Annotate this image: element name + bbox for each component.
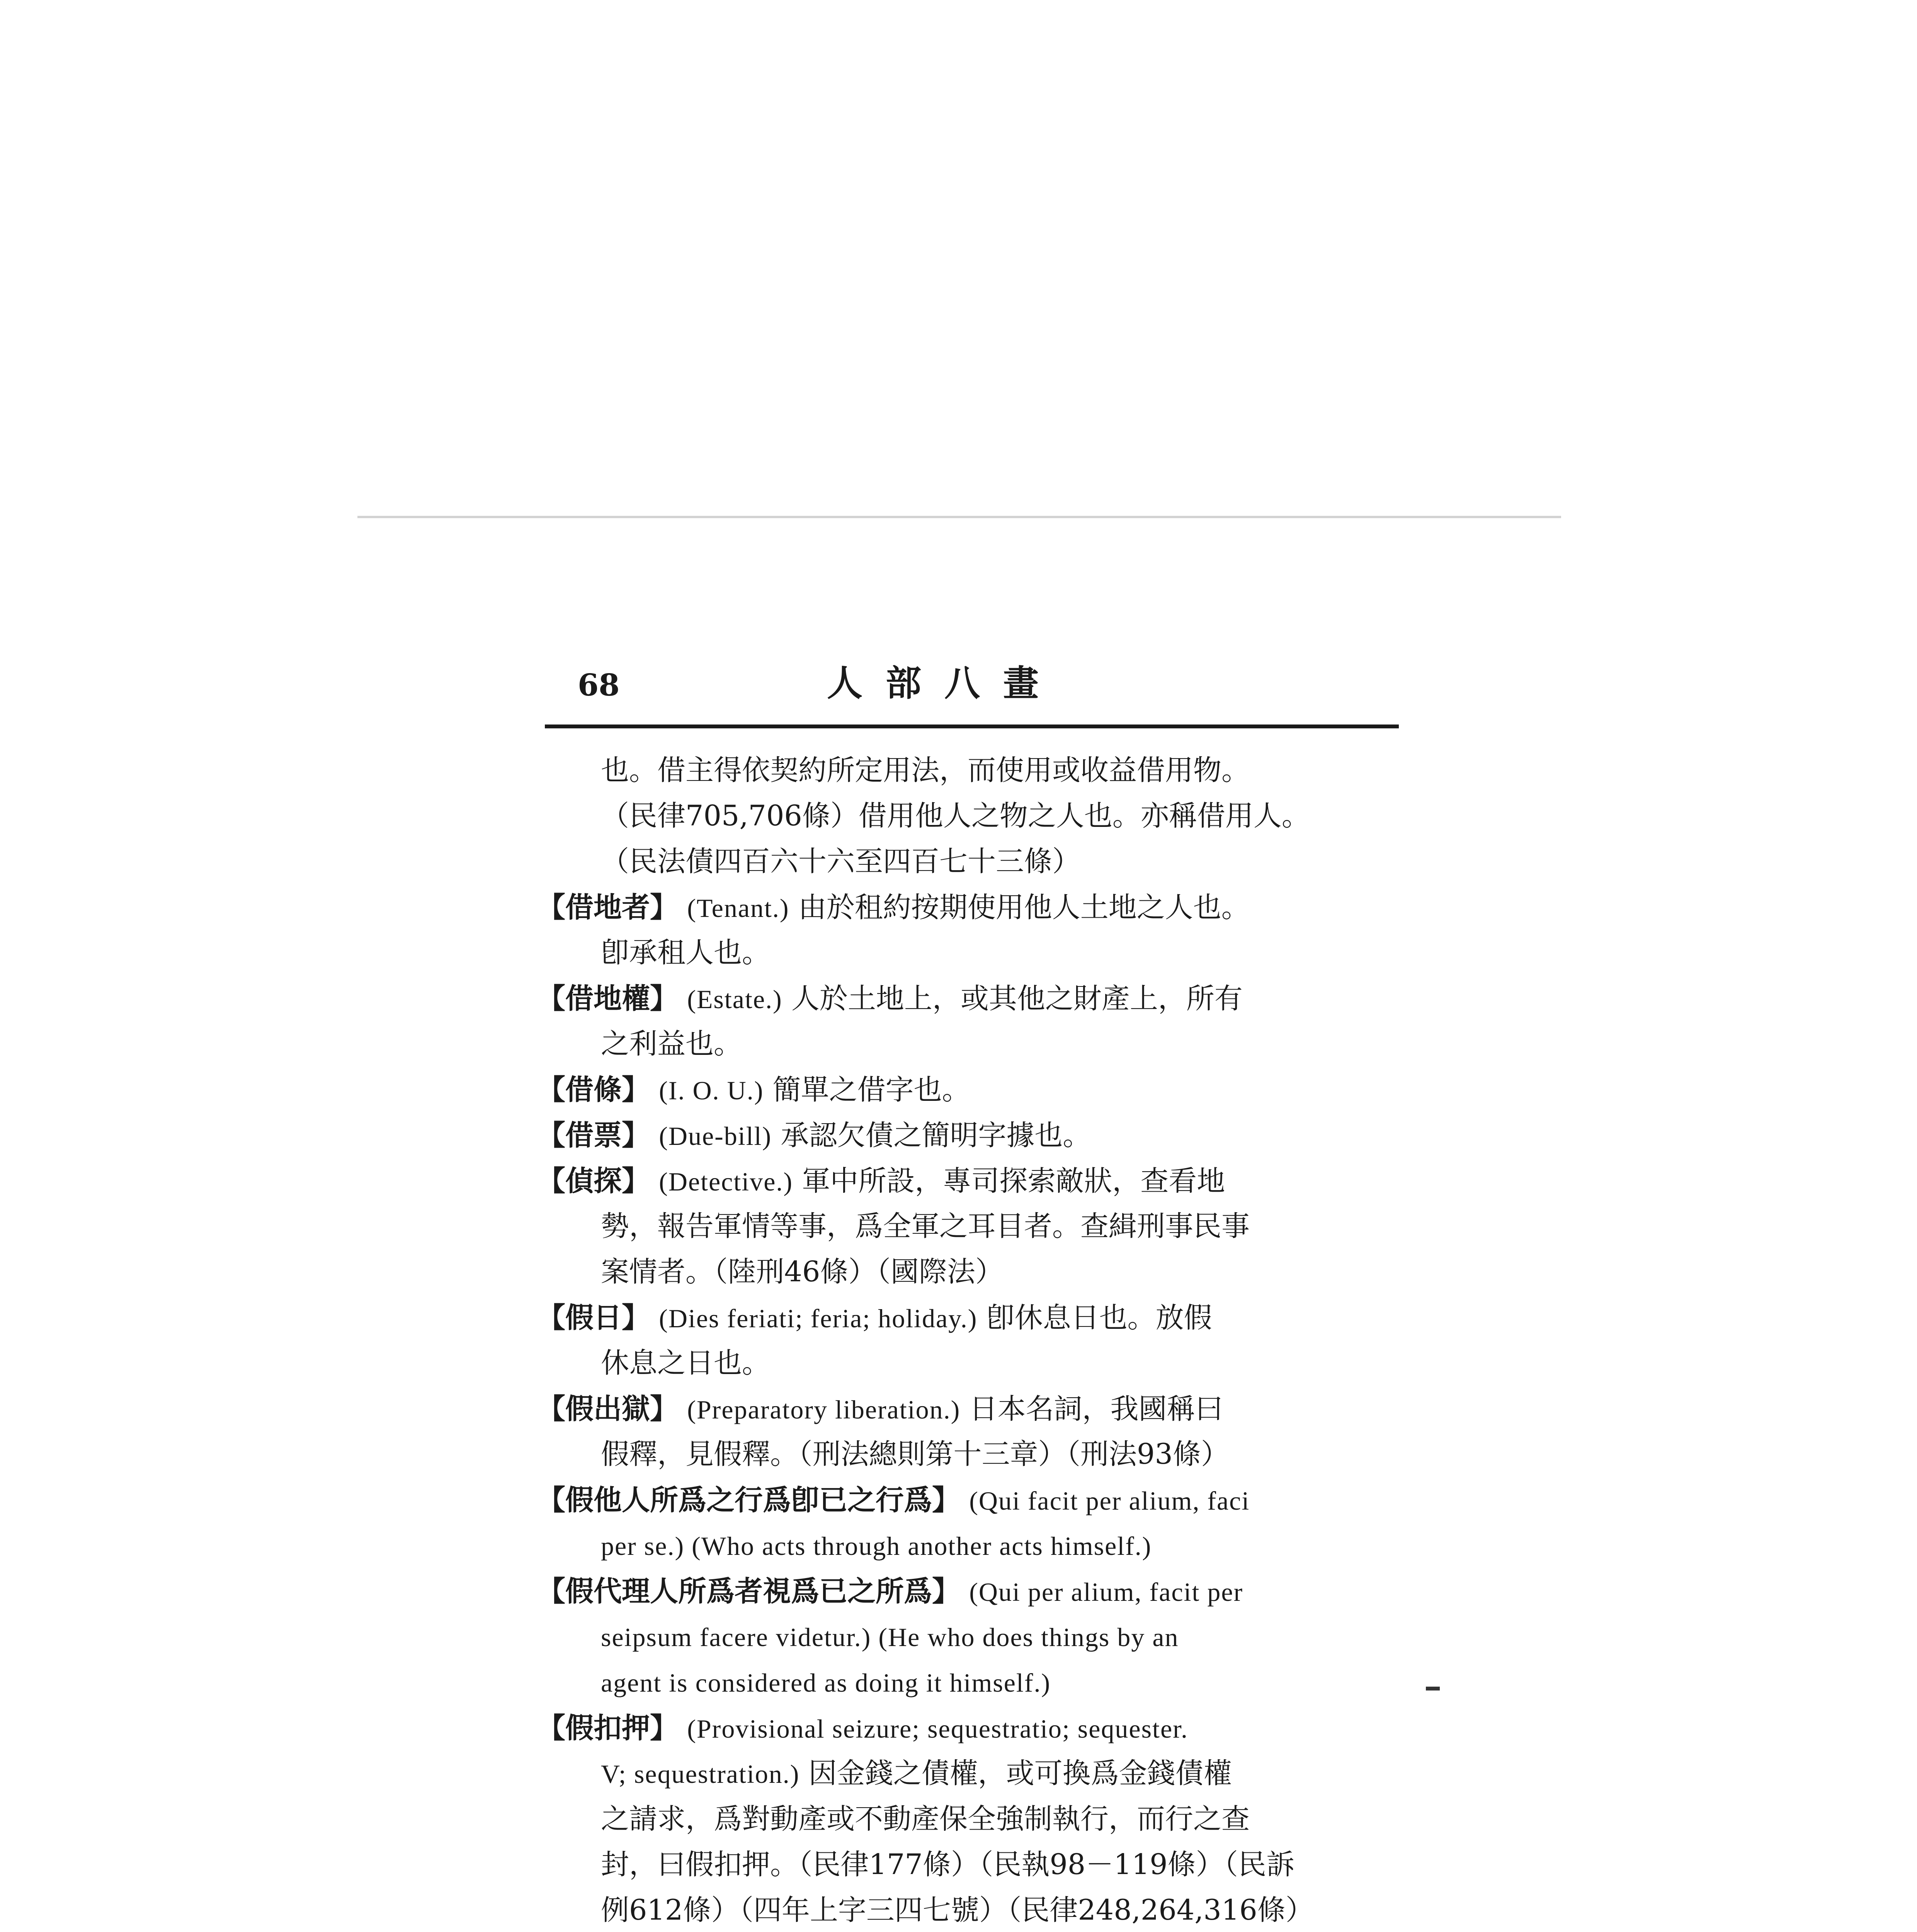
english-gloss: per se.) (Who acts through another acts himself.) <box>601 1531 1152 1561</box>
entry-line <box>537 1614 1407 1660</box>
entry-line <box>537 1432 1407 1477</box>
definition-text: 軍中所設，專司探索敵狀，查看地 <box>802 1165 1225 1197</box>
dictionary-entries <box>537 748 1407 1932</box>
page-number: 68 <box>578 668 620 703</box>
definition-text: 因金錢之債權，或可換爲金錢債權 <box>808 1757 1232 1790</box>
definition-text: 案情者。（陸刑46條）（國際法） <box>601 1255 1004 1288</box>
english-gloss: (Due-bill) <box>659 1121 772 1151</box>
definition-text: （民律705,706條）借用他人之物之人也。亦稱借用人。 <box>601 799 1310 832</box>
entry-line <box>537 1705 1407 1751</box>
english-gloss: (I. O. U.) <box>659 1076 764 1105</box>
entry-line <box>537 1568 1407 1614</box>
entry-term: 【假代理人所爲者視爲已之所爲】 <box>537 1575 960 1608</box>
entry-term: 【假日】 <box>537 1301 650 1334</box>
definition-text: 人於土地上，或其他之財產上，所有 <box>791 982 1243 1015</box>
dictionary-entry <box>537 748 1407 884</box>
definition-text: 卽承租人也。 <box>601 936 770 969</box>
english-gloss: V; sequestration.) <box>601 1759 800 1789</box>
entry-line <box>537 1112 1407 1158</box>
definition-text: 勢，報告軍情等事，爲全軍之耳目者。查緝刑事民事 <box>601 1210 1250 1243</box>
english-gloss: (Detective.) <box>659 1167 793 1196</box>
entry-term: 【借地者】 <box>537 891 678 924</box>
definition-text: 日本名詞，我國稱曰 <box>969 1393 1223 1425</box>
english-gloss: (Estate.) <box>687 985 782 1014</box>
english-gloss: (Dies feriati; feria; holiday.) <box>659 1304 978 1333</box>
entry-term: 【借地權】 <box>537 982 678 1015</box>
entry-line <box>537 839 1407 884</box>
dictionary-entry <box>537 1477 1407 1568</box>
dictionary-entry <box>537 976 1407 1067</box>
entry-term: 【假扣押】 <box>537 1711 678 1745</box>
entry-line <box>537 1523 1407 1568</box>
entry-line <box>537 793 1407 839</box>
entry-line <box>537 1340 1407 1386</box>
definition-text: 卽休息日也。放假 <box>986 1301 1212 1334</box>
entry-line <box>537 884 1407 930</box>
dictionary-entry <box>537 1067 1407 1112</box>
entry-line <box>537 1021 1407 1067</box>
dictionary-entry <box>537 884 1407 976</box>
english-gloss: (Preparatory liberation.) <box>687 1395 961 1424</box>
english-gloss: seipsum facere videtur.) (He who does things by an <box>601 1622 1179 1652</box>
entry-line <box>537 1842 1407 1888</box>
definition-text: 也。借主得依契約所定用法，而使用或收益借用物。 <box>601 754 1250 787</box>
definition-text: （民法債四百六十六至四百七十三條） <box>601 845 1080 878</box>
definition-text: 簡單之借字也。 <box>772 1073 970 1106</box>
english-gloss: (Qui facit per alium, faci <box>969 1486 1250 1515</box>
entry-line <box>537 1751 1407 1796</box>
entry-line <box>537 1204 1407 1249</box>
dictionary-entry <box>537 1386 1407 1477</box>
entry-line <box>537 1888 1407 1932</box>
definition-text: 封，曰假扣押。（民律177條）（民執98－119條）（民訴 <box>601 1848 1295 1881</box>
definition-text: 承認欠債之簡明字據也。 <box>781 1119 1091 1152</box>
english-gloss: (Tenant.) <box>687 893 789 923</box>
entry-line <box>537 1386 1407 1432</box>
english-gloss: (Qui per alium, facit per <box>969 1577 1243 1607</box>
entry-term: 【假他人所爲之行爲卽已之行爲】 <box>537 1483 960 1517</box>
scan-edge-rule <box>357 516 1561 518</box>
entry-line <box>537 1660 1407 1705</box>
entry-line <box>537 1067 1407 1112</box>
entry-term: 【偵探】 <box>537 1164 650 1197</box>
dictionary-entry <box>537 1568 1407 1705</box>
entry-line <box>537 1158 1407 1204</box>
entry-line <box>537 748 1407 793</box>
definition-text: 例612條）（四年上字三四七號）（民律248,264,316條） <box>601 1894 1314 1927</box>
entry-line <box>537 1477 1407 1523</box>
definition-text: 由於租約按期使用他人土地之人也。 <box>798 891 1250 924</box>
definition-text: 假釋，見假釋。（刑法總則第十三章）（刑法93條） <box>601 1438 1229 1471</box>
entry-line <box>537 930 1407 976</box>
entry-term: 【借票】 <box>537 1119 650 1152</box>
dictionary-entry <box>537 1112 1407 1158</box>
entry-line <box>537 1249 1407 1295</box>
header-rule <box>545 724 1399 728</box>
dictionary-entry <box>537 1158 1407 1295</box>
entry-line <box>537 1295 1407 1340</box>
entry-line <box>537 976 1407 1021</box>
dictionary-entry <box>537 1705 1407 1932</box>
entry-line <box>537 1796 1407 1842</box>
definition-text: 之請求，爲對動產或不動產保全強制執行，而行之查 <box>601 1803 1250 1835</box>
running-head: 人部八畫 <box>827 662 1062 704</box>
entry-term: 【借條】 <box>537 1073 650 1106</box>
entry-term: 【假出獄】 <box>537 1392 678 1425</box>
dictionary-entry <box>537 1295 1407 1386</box>
english-gloss: (Provisional seizure; sequestratio; sequester. <box>687 1714 1189 1743</box>
margin-mark <box>1426 1687 1440 1690</box>
definition-text: 之利益也。 <box>601 1027 742 1060</box>
english-gloss: agent is considered as doing it himself.) <box>601 1668 1051 1697</box>
definition-text: 休息之日也。 <box>601 1347 770 1379</box>
